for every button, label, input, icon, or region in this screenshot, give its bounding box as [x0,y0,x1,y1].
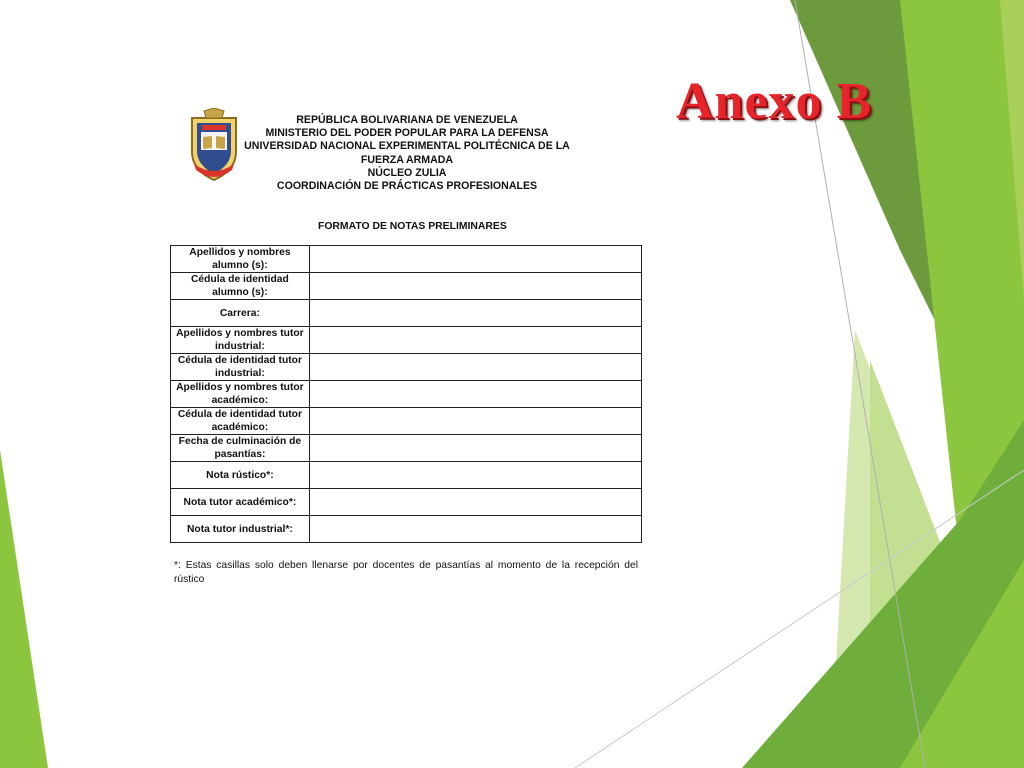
header-line: MINISTERIO DEL PODER POPULAR PARA LA DEFENSA [265,127,549,140]
row-value-field[interactable] [309,273,641,300]
table-row [171,408,642,435]
institution-header [242,114,572,193]
university-crest-icon [186,108,242,184]
row-label: Apellidos y nombres tutor académico: [171,381,310,408]
row-label: Nota rústico*: [171,462,310,489]
row-value-field[interactable] [309,354,641,381]
header-line: UNIVERSIDAD NACIONAL EXPERIMENTAL POLITÉCNICA DE LA [244,140,570,153]
row-label: Cédula de identidad alumno (s): [171,273,310,300]
table-row [171,354,642,381]
footnote-continuation: rústico [174,574,205,585]
row-value-field[interactable] [309,462,641,489]
row-label: Cédula de identidad tutor industrial: [171,354,310,381]
row-value-field[interactable] [309,327,641,354]
header-line: REPÚBLICA BOLIVARIANA DE VENEZUELA [296,114,518,126]
header-line: NÚCLEO ZULIA [367,166,447,179]
table-row [171,300,642,327]
row-value-field[interactable] [309,381,641,408]
row-value-field[interactable] [309,516,641,543]
table-row [171,327,642,354]
row-label: Nota tutor académico*: [171,489,310,516]
row-value-field[interactable] [309,300,641,327]
grades-form-table [170,245,642,543]
table-row [171,489,642,516]
row-value-field[interactable] [309,246,641,273]
table-row [171,246,642,273]
row-value-field[interactable] [309,489,641,516]
table-row [171,273,642,300]
table-row [171,381,642,408]
header-line: COORDINACIÓN DE PRÁCTICAS PROFESIONALES [276,180,538,193]
row-value-field[interactable] [309,435,641,462]
table-row [171,435,642,462]
slide-title: Anexo B [676,73,873,130]
document-page [118,88,688,648]
row-label: Apellidos y nombres alumno (s): [171,246,310,273]
row-label: Nota tutor industrial*: [171,516,310,543]
table-row [171,462,642,489]
footnote: *: Estas casillas solo deben llenarse por docentes de pasantías al momento de la recepción del [174,560,638,571]
row-value-field[interactable] [309,408,641,435]
row-label: Cédula de identidad tutor académico: [171,408,310,435]
form-title: FORMATO DE NOTAS PRELIMINARES [318,221,507,232]
header-line: FUERZA ARMADA [360,153,454,166]
row-label: Carrera: [171,300,310,327]
row-label: Apellidos y nombres tutor industrial: [171,327,310,354]
row-label: Fecha de culminación de pasantías: [171,435,310,462]
table-row [171,516,642,543]
